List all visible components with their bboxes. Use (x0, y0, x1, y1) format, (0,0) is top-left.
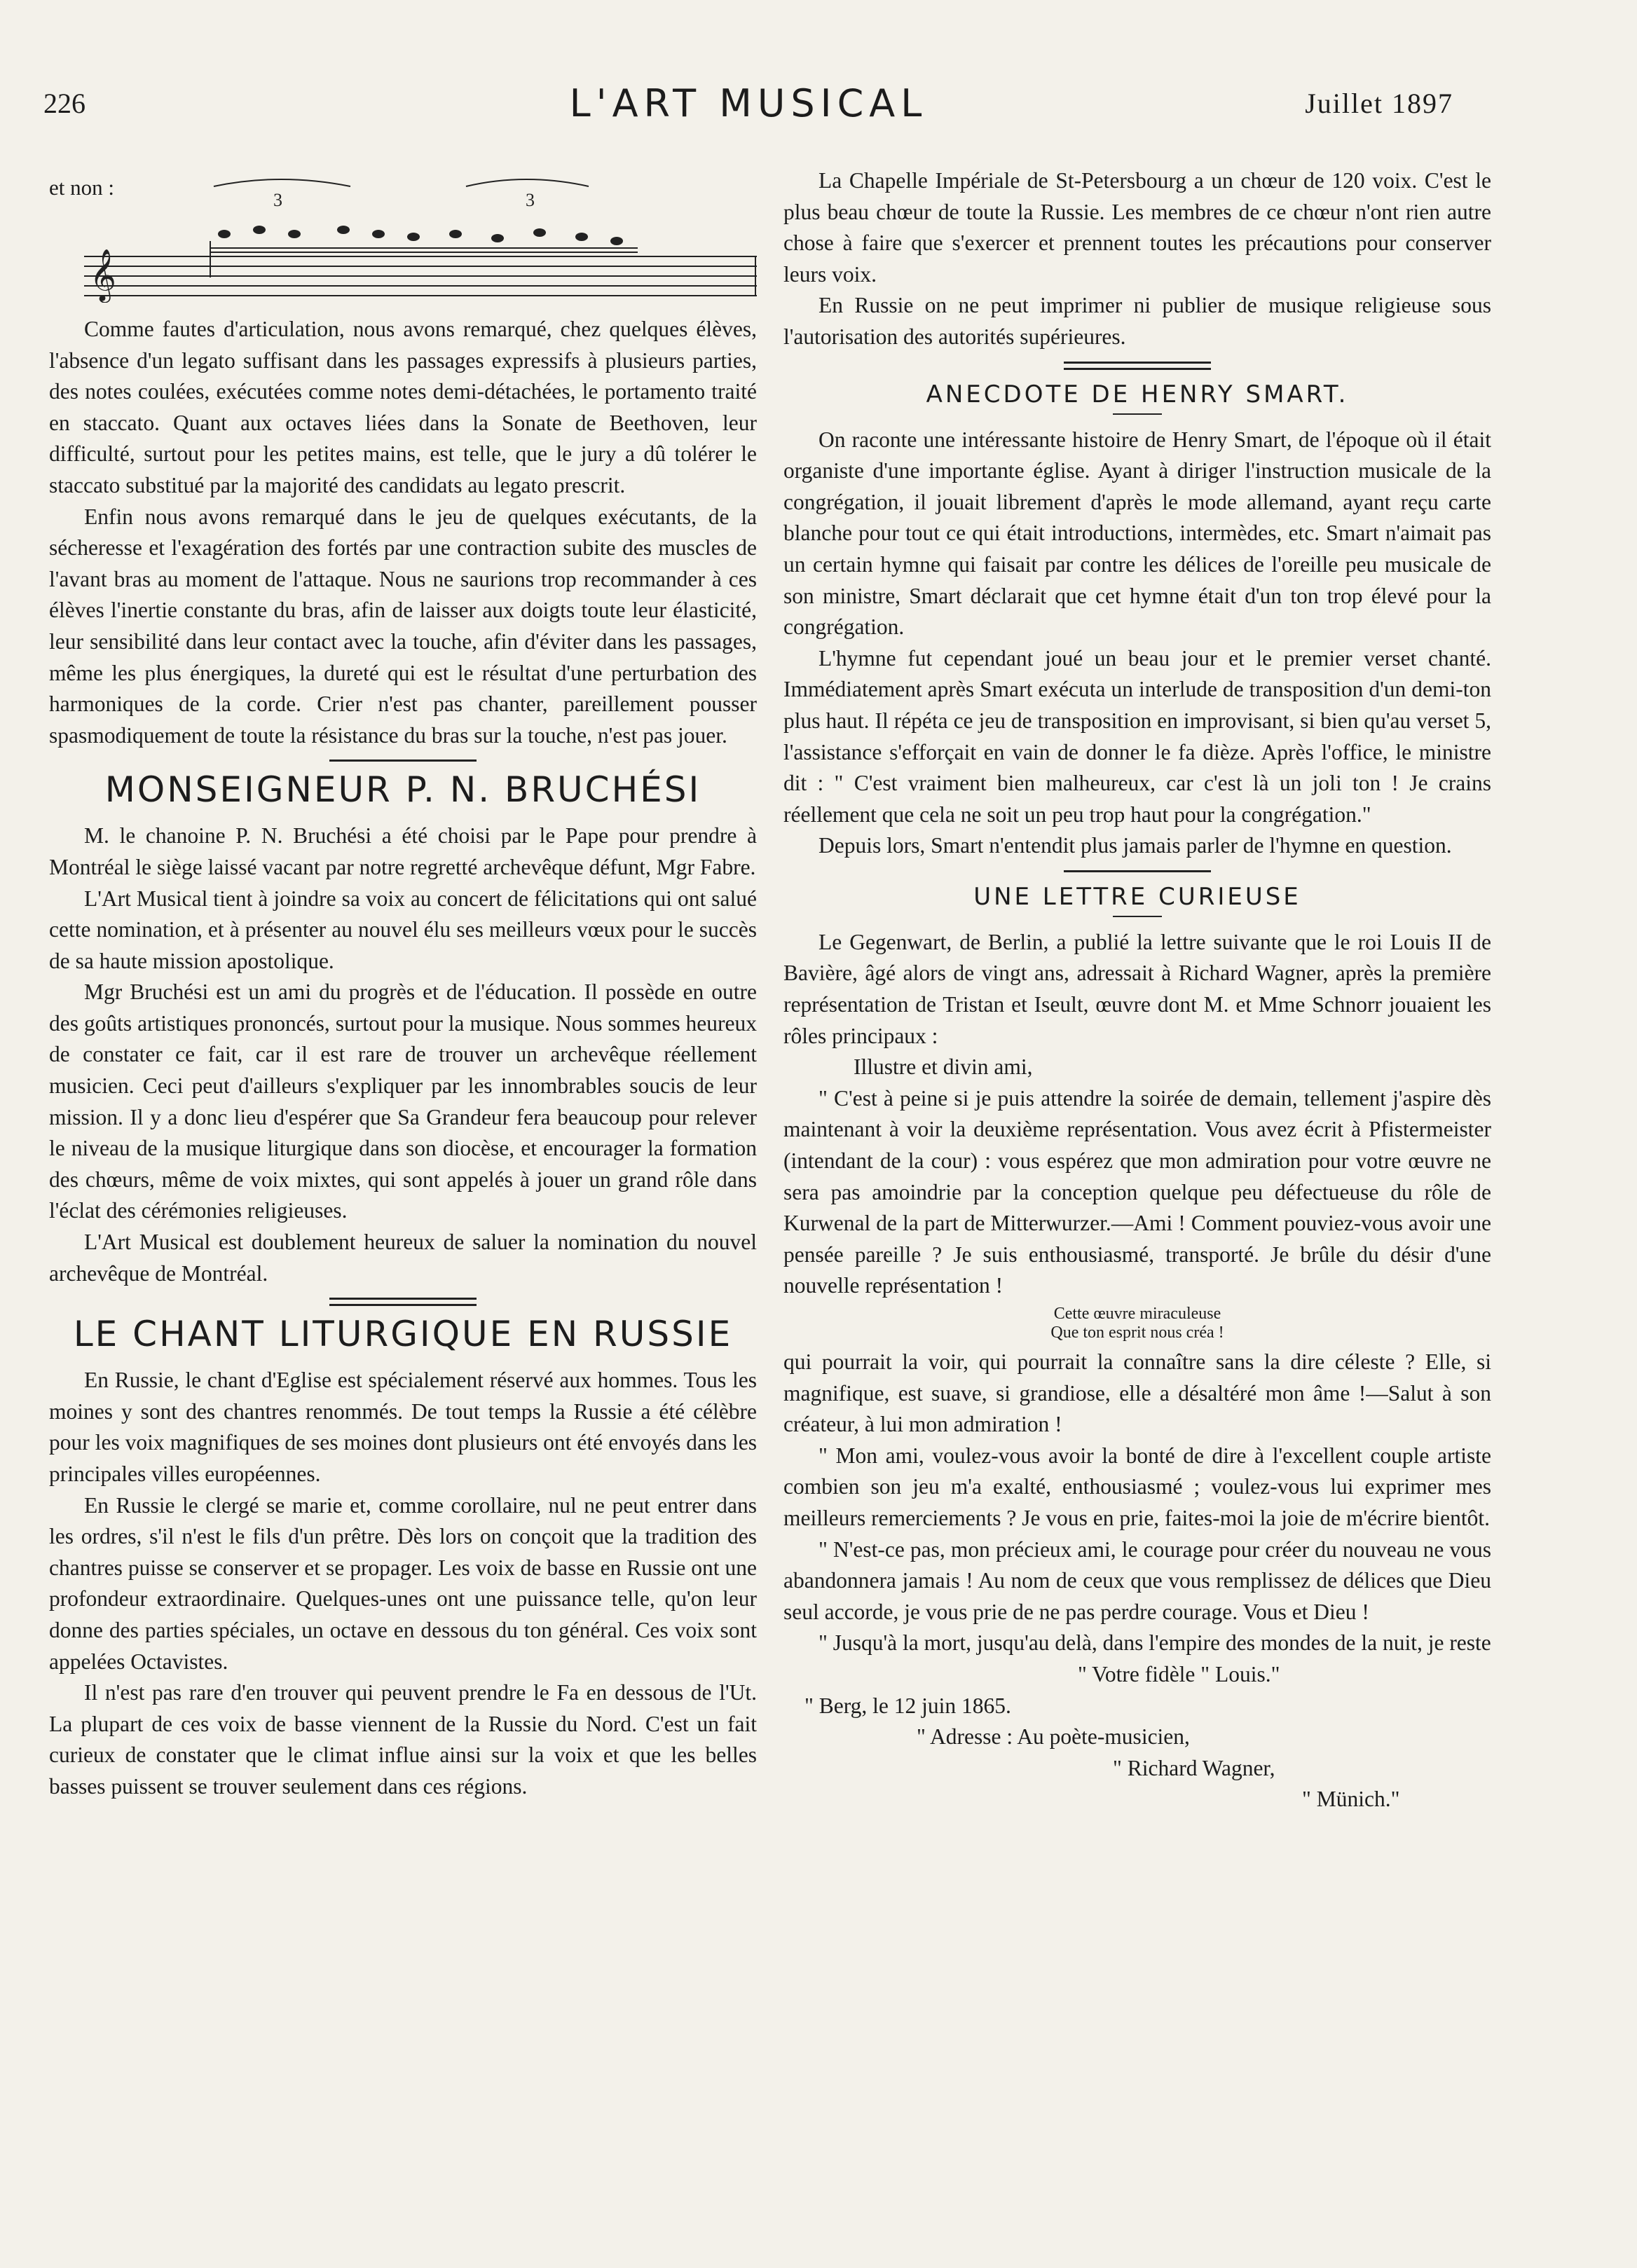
left-column (49, 165, 757, 1803)
paragraph: La Chapelle Impériale de St-Petersbourg a un chœur de 120 voix. C'est le plus beau chœur de toute la Russie. Les membres de ce chœur n'ont rien autre chose à faire que s'exercer et prennent toutes les précautions pour conserver leurs voix. (783, 168, 1491, 287)
letter-salutation: Illustre et divin ami, (854, 1054, 1033, 1080)
heading-rule (1113, 413, 1162, 415)
section-divider (1064, 362, 1211, 364)
section-heading: LE CHANT LITURGIQUE EN RUSSIE (73, 1314, 733, 1355)
paragraph: Le Gegenwart, de Berlin, a publié la lettre suivante que le roi Louis II de Bavière, âgé alors de vingt ans, adressait à Richard Wagner, après la première représentation de Tristan et Iseult, œuvre dont M. et Mme Schnorr jouaient les rôles principaux : (783, 929, 1491, 1048)
journal-title: L'ART MUSICAL (569, 81, 928, 125)
svg-text:3: 3 (526, 190, 535, 210)
paragraph: En Russie on ne peut imprimer ni publier de musique religieuse sous l'autorisation des autorités supérieures. (783, 293, 1491, 349)
svg-text:3: 3 (273, 190, 282, 210)
paragraph: L'Art Musical tient à joindre sa voix au concert de félicitations qui ont salué cette nomination, et à présenter au nouvel élu ses meilleurs vœux pour le succès de sa haute mission apostolique. (49, 886, 757, 973)
paragraph: Mgr Bruchési est un ami du progrès et de l'éducation. Il possède en outre des goûts artistiques prononcés, surtout pour la musique. Nous sommes heureux de constater ce fait, car il est rare de trouver un archevêque réellement musicien. Ceci peut d'ailleurs s'expliquer par les innombrables soucis de leur mission. Il y a donc lieu d'espérer que Sa Grandeur fera beaucoup pour relever le niveau de la musique liturgique dans son diocèse, et encourager la formation des chœurs, même de voix mixtes, qui sont appelés à jouer un grand rôle dans l'éclat des cérémonies religieuses. (49, 980, 757, 1223)
section-heading: ANECDOTE DE HENRY SMART. (926, 380, 1349, 408)
poem-quote (783, 1305, 1491, 1342)
svg-text:𝄞: 𝄞 (90, 249, 116, 301)
paragraph: Comme fautes d'articulation, nous avons remarqué, chez quelques élèves, l'absence d'un legato suffisant dans les passages expressifs à plusieurs parties, des notes coulées, exécutées comme notes demi-détachées, le portamento traité en staccato. Quant aux octaves liées dans la Sonate de Beethoven, leur difficulté, surtout pour les petites mains, est telle, que le jury a dû tolérer le staccato substitué par la majorité des candidats au legato prescrit. (49, 317, 757, 497)
paragraph: qui pourrait la voir, qui pourrait la connaître sans la dire céleste ? Elle, si magnifique, est suave, si grandiose, elle a désaltéré mon âme !—Salut à son créateur, à lui mon admiration ! (783, 1349, 1491, 1437)
letter-address: " Münich." (1302, 1787, 1400, 1812)
letter-place-date: " Berg, le 12 juin 1865. (804, 1693, 1011, 1718)
paragraph: L'hymne fut cependant joué un beau jour et le premier verset chanté. Immédiatement après Smart exécuta un interlude de transposition d'un demi-ton plus haut. Il répéta ce jeu de transposition en improvisant, si bien qu'au verset 5, l'assistance s'efforçait en vain de donner le fa dièze. Après l'office, le ministre dit : " C'est vraiment bien malheureux, car c'est là un joli ton ! Je crains réellement que cela ne soit un peu trop haut pour la congrégation." (783, 645, 1491, 827)
heading-rule (1113, 916, 1162, 917)
right-column (783, 165, 1491, 1815)
page-number: 226 (43, 88, 85, 119)
poem-line: Que ton esprit nous créa ! (1050, 1324, 1224, 1342)
paragraph: En Russie le clergé se marie et, comme corollaire, nul ne peut entrer dans les ordres, s'il n'est le fils d'un prêtre. Dès lors on conçoit que la tradition des chantres puisse se conserver et se propager. Les voix de basse en Russie ont une profondeur extraordinaire. Quelques-unes ont une puissance telle, qu'on leur donne des parties spéciales, un octave en dessous du ton général. Ces voix sont appelées Octavistes. (49, 1492, 757, 1674)
paragraph: Depuis lors, Smart n'entendit plus jamais parler de l'hymne en question. (818, 833, 1452, 858)
paragraph: " C'est à peine si je puis attendre la soirée de demain, tellement j'aspire dès maintenant à voir la deuxième représentation. Vous avez écrit à Pfistermeister (intendant de la cour) : vous espérez que mon admiration pour votre œuvre ne sera pas amoindrie par la conception quelque peu défectueuse du rôle de Kurwenal de la part de Mitterwurzer.—Ami ! Comment pouviez-vous avoir une pensée pareille ? Je suis enthousiasmé, transporté. Je brûle du désir d'une nouvelle représentation ! (783, 1085, 1491, 1298)
section-divider (1064, 870, 1211, 872)
section-divider (329, 760, 477, 762)
section-divider (1064, 368, 1211, 370)
letter-address: " Richard Wagner, (1113, 1755, 1275, 1780)
music-example-label: et non : (49, 175, 114, 200)
page-header (43, 81, 1453, 143)
paragraph: L'Art Musical est doublement heureux de saluer la nomination du nouvel archevêque de Montréal. (49, 1230, 757, 1286)
paragraph: Il n'est pas rare d'en trouver qui peuvent prendre le Fa en dessous de l'Ut. La plupart de ces voix de basse viennent de la Russie du Nord. C'est un fait curieux de constater que le climat influe ainsi sur la voix et que les belles basses puissent se trouver seulement dans ces régions. (49, 1680, 757, 1799)
section-divider (329, 1298, 477, 1300)
letter-address: " Adresse : Au poète-musicien, (917, 1724, 1190, 1750)
letter-signature: " Votre fidèle " Louis." (1078, 1661, 1280, 1686)
music-staff-figure (49, 165, 757, 303)
poem-line: Cette œuvre miraculeuse (1053, 1305, 1221, 1323)
section-heading: UNE LETTRE CURIEUSE (973, 882, 1301, 911)
issue-date: Juillet 1897 (1305, 88, 1453, 119)
section-divider (329, 1304, 477, 1306)
paragraph: " N'est-ce pas, mon précieux ami, le courage pour créer du nouveau ne vous abandonnera jamais ! Au nom de ceux que vous remplissez de délices que Dieu seul accorde, je vous prie de ne pas perdre courage. Vous et Dieu ! (783, 1537, 1491, 1624)
paragraph: " Mon ami, voulez-vous avoir la bonté de dire à l'excellent couple artiste combien son jeu m'a exalté, enthousiasmé ; voulez-vous lui exprimer mes meilleurs remerciements ? Je vous en prie, faites-moi la joie de m'écrire bientôt. (783, 1443, 1491, 1530)
paragraph: M. le chanoine P. N. Bruchési a été choisi par le Pape pour prendre à Montréal le siège laissé vacant par notre regretté archevêque défunt, Mgr Fabre. (49, 823, 757, 879)
music-example (49, 165, 757, 303)
paragraph: On raconte une intéressante histoire de Henry Smart, de l'époque où il était organiste d'une importante église. Ayant à diriger l'instruction musicale de la congrégation, il jouait librement d'après le mode allemand, ayant reçu carte blanche pour tout ce qui était introductions, intermèdes, etc. Smart n'aimait pas un certain hymne qui faisait par contre les délices de l'oreille peu musicale de son ministre, Smart déclarait que cet hymne était d'un ton trop élevé pour la congrégation. (783, 427, 1491, 640)
paragraph: " Jusqu'à la mort, jusqu'au delà, dans l'empire des mondes de la nuit, je reste (818, 1630, 1491, 1656)
paragraph: Enfin nous avons remarqué dans le jeu de quelques exécutants, de la sécheresse et l'exagération des fortés par une contraction subite des muscles de l'avant bras au moment de l'attaque. Nous ne saurions trop recommander à ces élèves l'inertie constante du bras, afin de laisser aux doigts toute leur élasticité, leur sensibilité dans leur contact avec la touche, afin d'éviter dans les passages, même les plus énergiques, la dureté qui est le résultat d'une perturbation des harmoniques de la corde. Crier n'est pas chanter, pareillement pousser spasmodiquement de toute la résistance du bras sur la touche, n'est pas jouer. (49, 504, 757, 748)
paragraph: En Russie, le chant d'Eglise est spécialement réservé aux hommes. Tous les moines y sont des chantres renommés. De tout temps la Russie a été célèbre pour les voix magnifiques de ses moines dont plusieurs ont été envoyés dans les principales villes européennes. (49, 1368, 757, 1486)
section-heading: MONSEIGNEUR P. N. BRUCHÉSI (104, 769, 701, 811)
